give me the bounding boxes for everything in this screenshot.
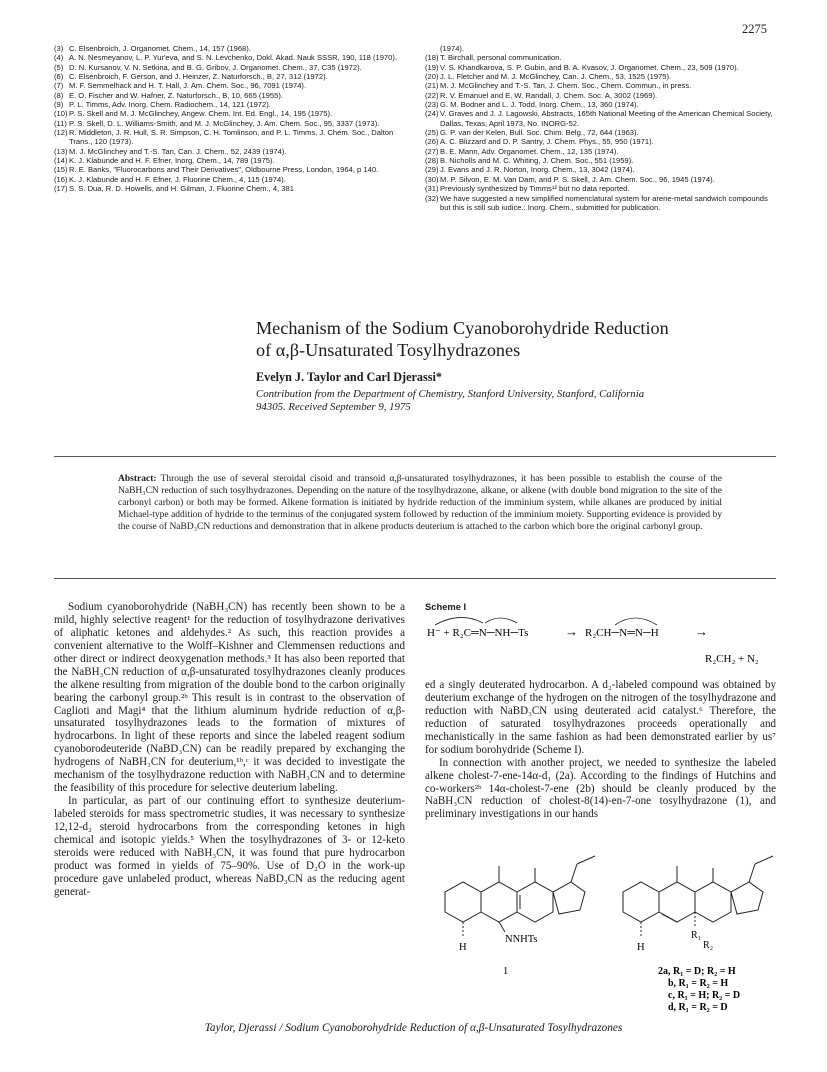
reference-text: K. J. Klabunde and H. F. Efner, Inorg. Chem., 14, 789 (1975). (69, 156, 275, 166)
reference-item (54, 165, 416, 174)
divider-top (54, 456, 776, 457)
reference-text: S. S. Dua, R. D. Howells, and H. Gilman, J. Fluorine Chem., 4, 381 (69, 184, 294, 194)
reference-text: P. L. Timms, Adv. Inorg. Chem. Radiochem., 14, 121 (1972). (69, 100, 271, 110)
reference-item (54, 81, 416, 90)
reference-number: (32) (425, 193, 439, 203)
reference-item (425, 100, 780, 109)
reference-text: A. N. Nesmeyanov, L. P. Yur'eva, and S. N. Levchenko, Dokl. Akad. Nauk SSSR, 190, 118 (1970). (69, 53, 398, 63)
reference-number: (4) (54, 53, 64, 63)
scheme-arrow-1: → (565, 624, 578, 639)
reference-item (54, 184, 416, 193)
reference-text: A. C. Blizzard and D. P. Santry, J. Chem. Phys., 55, 950 (1971). (440, 137, 654, 147)
reference-text: C. Elsenbroich, J. Organomet. Chem., 14, 157 (1968). (69, 44, 251, 53)
structure-1 (445, 856, 595, 938)
reference-item (425, 137, 780, 146)
reference-number: (26) (425, 137, 439, 147)
body-paragraph: ed a singly deuterated hydrocarbon. A d₂-labeled compound was obtained by deuterium exchange of the hydrogen on the nitrogen of the tosylhydrazone and reduction with NaBD₃CN using deuterated acid catalyst.⁶ Therefore, the reduction of saturated tosylhydrazones proceeds operationally and mechanistically in the same fashion as had been demonstrated earlier by us⁷ for sodium borohydride (Scheme I). (425, 679, 776, 756)
steroid-structures (425, 852, 780, 1012)
reference-item (425, 81, 780, 90)
variant-2c: c, R₁ = H; R₂ = D (668, 990, 741, 1001)
reference-number: (16) (54, 174, 68, 184)
body-paragraph: In particular, as part of our continuing effort to synthesize deuterium-labeled steroids for mass spectrometric studies, it was necessary to synthesize 12,12-d₂ steroid hydrocarbons from the corresponding ketones in high chemical and isotopic yields.⁵ When the tosylhydrazones of 3- or 12-keto steroids were reduced with NaBH₃CN, it was found that pure hydrocarbon product was formed in yields of 75–90%. Use of D₂O in the work-up procedure gave unlabeled product, whereas NaBD₃CN as the reducing agent generat- (54, 795, 405, 898)
scheme-label: Scheme I (425, 601, 467, 612)
reference-item (54, 91, 416, 100)
reference-text: C. Elsenbroich, F. Gerson, and J. Heinzer, Z. Naturforsch., B, 27, 312 (1972). (69, 72, 328, 82)
reference-text: V. S. Khandkarova, S. P. Gubin, and B. A. Kvasov, J. Organomet. Chem., 23, 509 (1970). (440, 62, 739, 72)
reference-number: (12) (54, 128, 68, 138)
reference-item (54, 156, 416, 165)
reference-item (425, 109, 780, 128)
reference-text: We have suggested a new simplified nomenclatural system for arene-metal sandwich compounds but this is still sub iudice.: Inorg. Chem., submitted for publication. (440, 193, 768, 212)
reference-text: B. E. Mann, Adv. Organomet. Chem., 12, 135 (1974). (440, 146, 619, 156)
structure-1-h: H (459, 942, 467, 953)
scheme-1-reaction (425, 611, 780, 681)
reference-text: K. J. Klabunde and H. F. Efner, J. Fluorine Chem., 4, 115 (1974). (69, 174, 286, 184)
article-title (256, 318, 776, 361)
structure-1-label: 1 (503, 966, 509, 977)
references-left (54, 44, 416, 194)
reference-item (54, 63, 416, 72)
divider-bottom (54, 578, 776, 579)
body-paragraph: In connection with another project, we needed to synthesize the labeled alkene cholest-7-ene-14α-d₁ (2a). According to the findings of Hutchins and co-workers²ᵇ 14α-cholest-7-ene (2b) should be cleanly produced by the NaBH₃CN reduction of cholest-8(14)-en-7-one tosylhydrazone (1), and preliminary investigations in our hands (425, 756, 776, 821)
body-paragraph: Sodium cyanoborohydride (NaBH₃CN) has recently been shown to be a mild, highly selective reagent¹ for the reduction of tosylhydrazone derivatives of aliphatic ketones and aldehydes.² As such, this reaction provides a convenient alternative to the Wolff–Kishner and Clemmensen reductions and other direct or indirect deoxygenation methods.³ It has also been reported that the NaBH₃CN reduction of α,β-unsaturated tosylhydrazones cleanly produces the alkene resulting from migration of the double bond to the carbon originally bearing the carbonyl group.²ᵇ This result is in contrast to the observation of Caglioti and Magi⁴ that the lithium aluminum hydride reduction of α,β-unsaturated tosylhydrazones leads to the formation of mixtures of hydrocarbons. In light of these reports and since the labeled reagent sodium cyanoborodeuteride (NaBD₃CN) can be readily prepared by exchanging the hydrogens of NaBH₃CN for deuterium,¹ᵇ,ᶜ it was decided to investigate the mechanism of the tosylhydrazone reduction with NaBH₃CN and to determine the feasibility of this procedure for selective deuterium labeling. (54, 601, 405, 795)
reference-item (425, 63, 780, 72)
reference-item (54, 53, 416, 62)
reference-text: D. N. Kursanov, V. N. Setkina, and B. G. Gribov, J. Organomet. Chem., 37, C35 (1972). (69, 62, 362, 72)
reference-item (54, 109, 416, 118)
reference-number: (31) (425, 184, 439, 194)
reference-text: P. S. Skell, D. L. Williams-Smith, and M. J. McGlinchey, J. Am. Chem. Soc., 95, 3337 (1973). (69, 118, 380, 128)
scheme-curved-arrow (485, 618, 517, 623)
reference-text: R. V. Emanuel and E. W. Randall, J. Chem. Soc. A, 3002 (1969). (440, 90, 658, 100)
reference-text: T. Birchall, personal communication. (440, 53, 562, 63)
body-column-right (425, 679, 776, 821)
references-right (425, 44, 780, 212)
reference-text: M. F. Semmelhack and H. T. Hall, J. Am. Chem. Soc., 96, 7091 (1974). (69, 81, 307, 91)
reference-number: (20) (425, 72, 439, 82)
reference-text: J. L. Fletcher and M. J. McGlinchey, Can. J. Chem., 53, 1525 (1975). (440, 72, 672, 82)
reference-item (425, 194, 780, 213)
reference-text: M. J. McGlinchey and T.-S. Tan, Can. J. Chem., 52, 2439 (1974). (69, 146, 287, 156)
page-number: 2275 (742, 22, 767, 36)
reference-number: (19) (425, 62, 439, 72)
reference-text: G. P. van der Kelen, Bull. Soc. Chim. Belg., 72, 644 (1963). (440, 128, 639, 138)
reference-number: (6) (54, 72, 64, 82)
abstract (118, 474, 722, 534)
reference-number: (18) (425, 53, 439, 63)
body-column-left (54, 601, 405, 899)
reference-number: (17) (54, 184, 68, 194)
affiliation (256, 388, 756, 413)
scheme-intermediate: R₂CH─N═N─H (585, 627, 659, 639)
scheme-arrow-2: → (695, 624, 708, 639)
structure-2 (623, 856, 773, 938)
reference-item (425, 156, 780, 165)
abstract-label: Abstract: (118, 474, 157, 484)
reference-item (425, 165, 780, 174)
reference-text: R. Middleton, J. R. Hull, S. R. Simpson, C. H. Tomlinson, and P. L. Timms, J. Chem. Soc., Dalton Trans., 120 (1973). (69, 128, 394, 147)
reference-item (54, 100, 416, 109)
reference-text: G. M. Bodner and L. J. Todd, Inorg. Chem., 13, 360 (1974). (440, 100, 639, 110)
reference-number: (29) (425, 165, 439, 175)
reference-number: (23) (425, 100, 439, 110)
structure-2-r1: R₁ (691, 930, 702, 941)
scheme-curved-arrow (615, 618, 657, 625)
structure-1-nnhts: NNHTs (505, 934, 538, 945)
variant-2a: 2a, R₁ = D; R₂ = H (658, 966, 736, 977)
reference-item (54, 147, 416, 156)
title-line-1: Mechanism of the Sodium Cyanoborohydride Reduction (256, 318, 669, 338)
reference-number: (22) (425, 90, 439, 100)
scheme-products: R₂CH₂ + N₂ (705, 653, 759, 665)
authors: Evelyn J. Taylor and Carl Djerassi* (256, 370, 442, 384)
reference-item (425, 184, 780, 193)
variant-2b: b, R₁ = R₂ = H (668, 978, 729, 989)
reference-number: (3) (54, 44, 64, 53)
reference-number: (30) (425, 174, 439, 184)
reference-item (425, 128, 780, 137)
title-line-2: of α,β-Unsaturated Tosylhydrazones (256, 339, 521, 360)
reference-number: (14) (54, 156, 68, 166)
reference-text: R. E. Banks, "Fluorocarbons and Their Derivatives", Oldbourne Press, London, 1964, p 140. (69, 165, 379, 175)
structure-2-h: H (637, 942, 645, 953)
reference-text: P. S. Skell and M. J. McGlinchey, Angew. Chem. Int. Ed. Engl., 14, 195 (1975). (69, 109, 333, 119)
structure-2-r2: R₂ (703, 940, 714, 951)
scheme-curved-arrow (435, 617, 483, 625)
reference-number: (11) (54, 118, 67, 128)
reference-item (425, 72, 780, 81)
reference-text: Previously synthesized by Timms¹² but no data reported. (440, 184, 630, 194)
reference-item (425, 53, 780, 62)
reference-number: (28) (425, 156, 439, 166)
reference-number: (8) (54, 90, 64, 100)
reference-item (425, 175, 780, 184)
reference-number: (7) (54, 81, 64, 91)
reference-item (54, 175, 416, 184)
variant-2d: d, R₁ = R₂ = D (668, 1002, 728, 1012)
reference-item (425, 147, 780, 156)
reference-text: M. P. Silvon, E. M. Van Dam, and P. S. Skell, J. Am. Chem. Soc., 96, 1945 (1974). (440, 174, 715, 184)
reference-number: (13) (54, 146, 68, 156)
running-footer: Taylor, Djerassi / Sodium Cyanoborohydride Reduction of α,β-Unsaturated Tosylhydrazones (204, 1022, 623, 1034)
reference-text: (1974). (440, 44, 465, 53)
reference-item (54, 44, 416, 53)
abstract-text: Through the use of several steroidal cisoid and transoid α,β-unsaturated tosylhydrazones, it has been possible to establish the course of the NaBH₃CN reduction of such tosylhydrazones. Depending on the nature of the tosylhydrazone, alkane, or alkene (with double bond migration to the site of the carbonyl carbon) or both may be formed. Alkene formation is initiated by hydride reduction of the imminium system, while alkanes are produced by initial Michael-type addition of hydride to the terminus of the conjugated system followed by reduction of the imminium moiety. Supporting evidence is provided by the course of NaBD₃CN reductions and demonstration that in alkene products deuterium is attached to the carbon which bore the original carbonyl group. (118, 474, 722, 532)
affiliation-line-1: Contribution from the Department of Chemistry, Stanford University, Stanford, California (256, 388, 645, 400)
reference-item (54, 128, 416, 147)
scheme-reactants: H⁻ + R₂C═N─NH─Ts (427, 627, 529, 639)
reference-number: (25) (425, 128, 439, 138)
reference-number: (21) (425, 81, 439, 91)
affiliation-line-2: 94305. Received September 9, 1975 (256, 400, 411, 413)
reference-item (425, 91, 780, 100)
reference-text: V. Graves and J. J. Lagowski, Abstracts, 165th National Meeting of the American Chemical Society, Dallas, Texas, April 1973, No. INORG-52. (440, 109, 773, 128)
reference-number: (10) (54, 109, 68, 119)
reference-text: M. J. McGlinchey and T.-S. Tan, J. Chem. Soc., Chem. Commun., in press. (440, 81, 692, 91)
reference-text: J. Evans and J. R. Norton, Inorg. Chem., 13, 3042 (1974). (440, 165, 635, 175)
reference-item (54, 72, 416, 81)
reference-number: (15) (54, 165, 68, 175)
reference-text: B. Nicholls and M. C. Whiting, J. Chem. Soc., 551 (1959). (440, 156, 634, 166)
reference-number: (5) (54, 62, 64, 72)
reference-number: (27) (425, 146, 439, 156)
reference-number: (24) (425, 109, 439, 119)
reference-item (54, 119, 416, 128)
reference-text: E. O. Fischer and W. Hafner, Z. Naturforsch., B, 10, 665 (1955). (69, 90, 283, 100)
reference-number: (9) (54, 100, 64, 110)
reference-item (425, 44, 780, 53)
